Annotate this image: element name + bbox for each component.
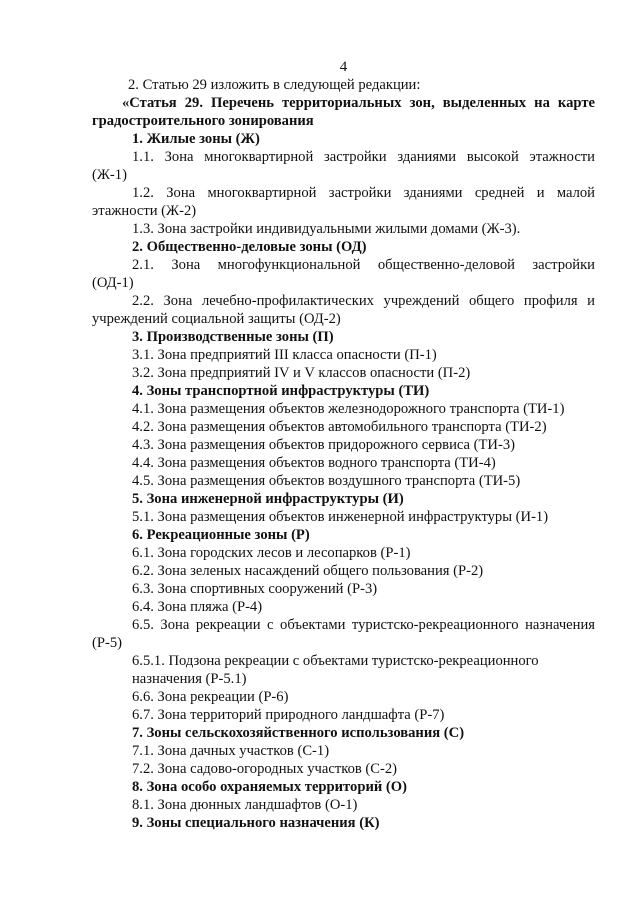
list-item-6-7: 6.7. Зона территорий природного ландшафта (Р-7) bbox=[132, 707, 445, 723]
list-item-4-2: 4.2. Зона размещения объектов автомобильного транспорта (ТИ-2) bbox=[132, 419, 547, 435]
list-item-1-2: 1.2. Зона многоквартирной застройки зданиями средней и малой bbox=[132, 185, 595, 201]
article-title-line2: градостроительного зонирования bbox=[92, 113, 314, 129]
list-item-6-6: 6.6. Зона рекреации (Р-6) bbox=[132, 689, 289, 705]
list-item-1-2-cont: этажности (Ж-2) bbox=[92, 203, 197, 219]
section-heading-8: 8. Зона особо охраняемых территорий (О) bbox=[132, 779, 407, 795]
list-item-2-2: 2.2. Зона лечебно-профилактических учреждений общего профиля и bbox=[132, 293, 595, 309]
section-heading-2: 2. Общественно-деловые зоны (ОД) bbox=[132, 239, 367, 255]
section-heading-5: 5. Зона инженерной инфраструктуры (И) bbox=[132, 491, 404, 507]
section-heading-6: 6. Рекреационные зоны (Р) bbox=[132, 527, 310, 543]
list-item-1-1: 1.1. Зона многоквартирной застройки зданиями высокой этажности bbox=[132, 149, 595, 165]
list-item-2-1: 2.1. Зона многофункциональной общественно-деловой застройки bbox=[132, 257, 595, 273]
section-heading-4: 4. Зоны транспортной инфраструктуры (ТИ) bbox=[132, 383, 430, 399]
list-item-6-1: 6.1. Зона городских лесов и лесопарков (Р-1) bbox=[132, 545, 411, 561]
document-body bbox=[92, 76, 595, 832]
list-item-6-5-1-cont: назначения (Р-5.1) bbox=[132, 671, 247, 687]
list-item-3-2: 3.2. Зона предприятий IV и V классов опасности (П-2) bbox=[132, 365, 471, 381]
article-title-line1: «Статья 29. Перечень территориальных зон, выделенных на карте bbox=[122, 95, 595, 111]
page-number: 4 bbox=[339, 59, 348, 75]
list-item-4-5: 4.5. Зона размещения объектов воздушного транспорта (ТИ-5) bbox=[132, 473, 521, 489]
list-item-4-3: 4.3. Зона размещения объектов придорожного сервиса (ТИ-3) bbox=[132, 437, 515, 453]
list-item-2-1-cont: (ОД-1) bbox=[92, 275, 134, 291]
intro-paragraph: 2. Статью 29 изложить в следующей редакции: bbox=[128, 77, 421, 93]
list-item-1-3: 1.3. Зона застройки индивидуальными жилыми домами (Ж-3). bbox=[132, 221, 521, 237]
list-item-6-5-1: 6.5.1. Подзона рекреации с объектами туристско-рекреационного bbox=[132, 653, 539, 669]
list-item-3-1: 3.1. Зона предприятий III класса опасности (П-1) bbox=[132, 347, 437, 363]
list-item-4-4: 4.4. Зона размещения объектов водного транспорта (ТИ-4) bbox=[132, 455, 496, 471]
list-item-6-5-cont: (Р-5) bbox=[92, 635, 122, 651]
list-item-6-3: 6.3. Зона спортивных сооружений (Р-3) bbox=[132, 581, 378, 597]
section-heading-9: 9. Зоны специального назначения (К) bbox=[132, 815, 380, 831]
list-item-1-1-cont: (Ж-1) bbox=[92, 167, 127, 183]
list-item-6-2: 6.2. Зона зеленых насаждений общего пользования (Р-2) bbox=[132, 563, 484, 579]
list-item-7-1: 7.1. Зона дачных участков (С-1) bbox=[132, 743, 330, 759]
list-item-6-4: 6.4. Зона пляжа (Р-4) bbox=[132, 599, 263, 615]
section-heading-1: 1. Жилые зоны (Ж) bbox=[132, 131, 260, 147]
section-heading-7: 7. Зоны сельскохозяйственного использования (С) bbox=[132, 725, 465, 741]
list-item-7-2: 7.2. Зона садово-огородных участков (С-2) bbox=[132, 761, 398, 777]
section-heading-3: 3. Производственные зоны (П) bbox=[132, 329, 334, 345]
list-item-8-1: 8.1. Зона дюнных ландшафтов (О-1) bbox=[132, 797, 358, 813]
list-item-5-1: 5.1. Зона размещения объектов инженерной инфраструктуры (И-1) bbox=[132, 509, 549, 525]
list-item-4-1: 4.1. Зона размещения объектов железнодорожного транспорта (ТИ-1) bbox=[132, 401, 565, 417]
list-item-6-5: 6.5. Зона рекреации с объектами туристско-рекреационного назначения bbox=[132, 617, 595, 633]
list-item-2-2-cont: учреждений социальной защиты (ОД-2) bbox=[92, 311, 341, 327]
